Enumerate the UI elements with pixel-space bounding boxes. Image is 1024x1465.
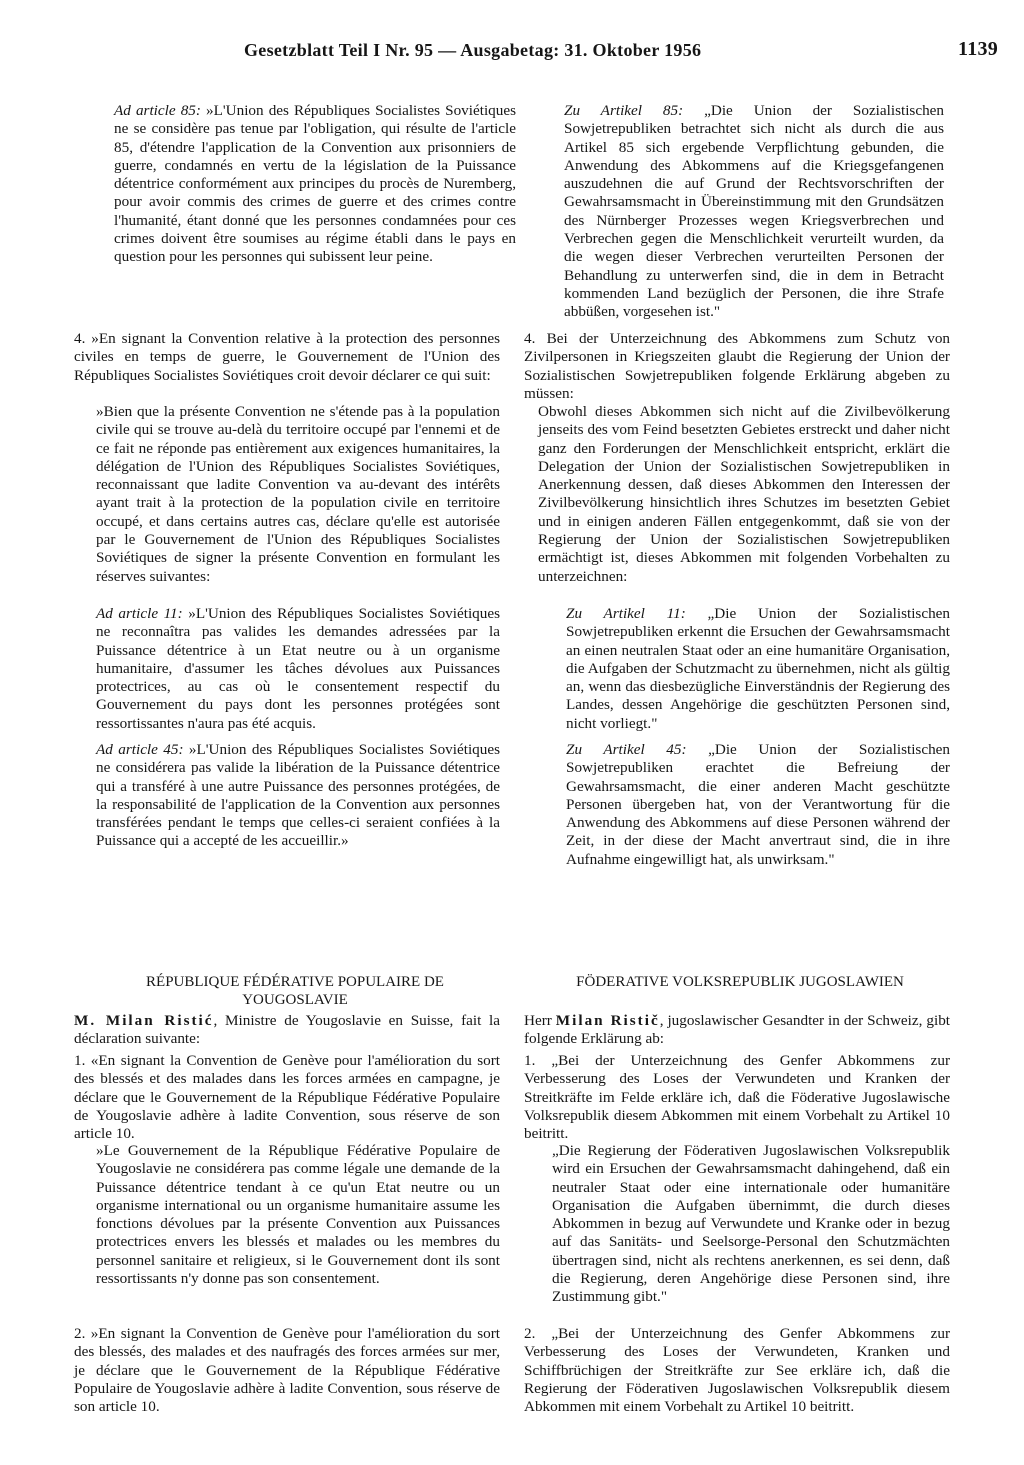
left-yugo-p1 bbox=[74, 1052, 500, 1143]
right-yugo-p1-quote bbox=[552, 1142, 950, 1307]
left-yugo-p2-text: 2. »En signant la Convention de Genève pour l'amélioration du sort des blessés, des malades et des naufragés des forces armées sur mer, je déclare que le Gouvernement de la République Fédérative Populaire de Yougoslavie adhère à ladite Convention, sous réserve de son article 10. bbox=[74, 1325, 500, 1416]
right-art45-text: „Die Union der Sozialistischen Sowjetrepubliken erachtet die Befreiung der Gewahrsamsmacht, die einer anderen Macht geschützte Personen übergeben hat, von der Verantwortung für die Anwendung des Abkommens auf diese Personen während der Zeit, in der diese der Macht anvertraut sind, die in ihre Aufnahme eingewilligt hat, als unwirksam." bbox=[566, 741, 951, 868]
left-art45-label: Ad article 45: bbox=[96, 741, 184, 758]
left-yugo-p1-quote bbox=[96, 1142, 500, 1288]
right-art11 bbox=[538, 605, 950, 733]
right-yugo-heading bbox=[540, 973, 940, 991]
left-p4-quote bbox=[96, 403, 500, 586]
right-art85-label: Zu Artikel 85: bbox=[564, 102, 684, 119]
left-p4-intro-text: 4. »En signant la Convention relative à la protection des personnes civiles en temps de guerre, le Gouvernement de l'Union des Républiques Socialistes Soviétiques croit devoir déclarer ce qui suit: bbox=[74, 330, 500, 384]
left-yugo-intro-text: , Ministre de Yougoslavie en Suisse, fait la déclaration suivante: bbox=[74, 1012, 501, 1048]
right-yugo-intro bbox=[524, 1012, 950, 1049]
right-art11-label: Zu Artikel 11: bbox=[566, 605, 686, 622]
right-yugo-p1-quote-text: „Die Regierung der Föderativen Jugoslawischen Volksrepublik wird ein Ersuchen der Gewahrsamsmacht dahingehend, daß ein neutraler Staat oder eine internationale oder humanitäre Organisation die Aufgaben übernimmt, die durch dieses Abkommen in bezug auf Verwundete und Kranke oder in bezug auf das Sanitäts- und Seelsorge-Personal den Schutzmächten übertragen sind, nicht als rechtens anerkennen, es sei denn, daß die Regierung, deren Angehörige diese Personen sind, ihre Zustimmung gibt." bbox=[552, 1142, 950, 1306]
right-art85-text: „Die Union der Sozialistischen Sowjetrepubliken betrachtet sich nicht als durch die aus Artikel 85 sich ergebende Verpflichtung gebunden, die Anwendung des Abkommens auf die Kriegsgefangenen auszudehnen die auf Grund der Rechtsvorschriften der Gewahrsamsmacht in Übereinstimmung mit den Grundsätzen des Nürnberger Prozesses wegen Kriegsverbrechen und Verbrechen gegen die Menschlichkeit verurteilt wurden, da die wegen dieser Verbrechen verurteilten Personen der Behandlung zu unterwerfen sind, die in dem in Betracht kommenden Land bezüglich der Personen, die ihre Strafe abbüßen, vorgesehen ist." bbox=[564, 102, 945, 321]
left-art11-text: »L'Union des Républiques Socialistes Soviétiques ne reconnaîtra pas valides les demandes adressées par la Puissance détentrice à un Etat neutre ou à un organisme humanitaire, d'assumer les tâches dévolues aux Puissances protectrices, au cas où le consentement respectif du Gouvernement du pays dont les personnes protégées sont ressortissantes n'aura pas été acquis. bbox=[96, 605, 501, 732]
left-art11 bbox=[96, 605, 500, 733]
left-p4-intro bbox=[74, 330, 500, 385]
left-yugo-heading bbox=[100, 973, 490, 1009]
right-yugo-p2-text: 2. „Bei der Unterzeichnung des Genfer Abkommens zur Verbesserung des Loses der Verwundeten, Kranken und Schiffbrüchigen der Streitkräfte zur See erkläre ich, daß die Regierung der Föderativen Jugoslawischen Volksrepublik diesem Abkommen mit einem Vorbehalt zu Artikel 10 beitritt. bbox=[524, 1325, 950, 1416]
right-yugo-intro-text: , jugoslawischer Gesandter in der Schweiz, gibt folgende Erklärung ab: bbox=[524, 1012, 951, 1048]
right-p4-quote-text: Obwohl dieses Abkommen sich nicht auf die Zivilbevölkerung jenseits des vom Feind besetzten Gebietes erstreckt und daher nicht ganz den Forderungen der Menschlichkeit entspricht, erklärt die Delegation der Union der Sozialistischen Sowjetrepubliken in Anerkennung dessen, daß dieses Abkommen den Interessen der Zivilbevölkerung hinsichtlich ihres Schutzes im besetzten Gebiet und in einigen anderen Fällen entgegenkommt, daß sie von der Regierung der Union der Sozialistischen Sowjetrepubliken ermächtigt ist, dieses Abkommen mit folgenden Vorbehalten zu unterzeichnen: bbox=[538, 403, 950, 585]
header-title: Gesetzblatt Teil I Nr. 95 — Ausgabetag: 31. Oktober 1956 bbox=[244, 40, 702, 60]
right-art11-text: „Die Union der Sozialistischen Sowjetrepubliken erkennt die Ersuchen der Gewahrsamsmacht an einen neutralen Staat oder an eine humanitäre Organisation, die Aufgaben der Schutzmacht zu übernehmen, nicht als gültig an, wenn das diesbezügliche Einverständnis der Regierung des Landes, dessen Angehörige die geschützten Personen sind, nicht vorliegt." bbox=[566, 605, 951, 732]
left-art85-text: »L'Union des Républiques Socialistes Soviétiques ne se considère pas tenue par l'obligation, qui résulte de l'article 85, d'étendre l'application de la Convention aux prisonniers de guerre, condamnés en vertu de la législation de la Puissance détentrice conformément aux principes du procès de Nuremberg, pour avoir commis des crimes de guerre et des crimes contre l'humanité, étant donné que les personnes condamnées pour ces crimes doivent être soumises au régime établi dans le pays en question pour les personnes qui subissent leur peine. bbox=[114, 102, 516, 266]
right-ussr-art85 bbox=[524, 102, 944, 322]
left-yugo-p1-quote-text: »Le Gouvernement de la République Fédérative Populaire de Yougoslavie ne considérera pas comme légale une demande de la Puissance détentrice tendant à ce qu'un Etat neutre ou un organisme international ou un organisme humanitaire assume les fonctions dévolues par la présente Convention aux Puissances protectrices envers les blessés et malades ou les membres du personnel sanitaire et religieux, si le Gouvernement dont ils sont ressortissants n'y donne pas son consentement. bbox=[96, 1142, 500, 1288]
right-art45-label: Zu Artikel 45: bbox=[566, 741, 687, 758]
left-yugo-name: M. Milan Ristić bbox=[74, 1012, 214, 1029]
left-art11-label: Ad article 11: bbox=[96, 605, 183, 622]
right-yugo-p1 bbox=[524, 1052, 950, 1143]
left-yugo-intro bbox=[74, 1012, 500, 1049]
right-p4-quote bbox=[538, 403, 950, 586]
right-p4-intro-text: 4. Bei der Unterzeichnung des Abkommens zum Schutz von Zivilpersonen in Kriegszeiten glaubt die Regierung der Union der Sozialistischen Sowjetrepubliken folgende Erklärung abgeben zu müssen: bbox=[524, 330, 950, 402]
page-header bbox=[0, 36, 1024, 66]
left-art45-text: »L'Union des Républiques Socialistes Soviétiques ne considérera pas valide la libération de la Puissance détentrice qui a transféré à une autre Puissance des personnes protégées, de la responsabilité de l'application de la Convention aux personnes transférées pendant le temps que celles-ci seraient confiées à la Puissance qui a accepté de les accueillir.» bbox=[96, 741, 501, 850]
left-art45 bbox=[96, 741, 500, 851]
left-art85-label: Ad article 85: bbox=[114, 102, 201, 119]
left-p4-quote-text: »Bien que la présente Convention ne s'étende pas à la population civile qui se trouve au-delà du territoire occupé par l'ennemi et de ce fait ne réponde pas entièrement aux exigences humanitaires, la délégation de l'Union des Républiques Socialistes Soviétiques, reconnaissant que ladite Convention va au-devant des intérêts ayant trait à la protection de la population civile en territoire occupé, et dans certains autres cas, déclare qu'elle est autorisée par le Gouvernement de l'Union des Républiques Socialistes Soviétiques de signer la présente Convention en formulant les réserves suivantes: bbox=[96, 403, 500, 585]
left-yugo-p1-text: 1. «En signant la Convention de Genève pour l'amélioration du sort des blessés et des malades dans les forces armées en campagne, je déclare que le Gouvernement de la République Fédérative Populaire de Yougoslavie adhère à ladite Convention, sous réserve de son article 10. bbox=[74, 1052, 500, 1143]
right-yugo-name: Milan Ristič bbox=[555, 1012, 660, 1029]
right-yugo-prefix: Herr bbox=[524, 1012, 556, 1029]
right-yugo-p1-text: 1. „Bei der Unterzeichnung des Genfer Abkommens zur Verbesserung des Loses der Verwundeten und Kranken der Streitkräfte im Felde erkläre ich, daß die Föderative Jugoslawische Volksrepublik diesem Abkommen mit einem Vorbehalt zu Artikel 10 beitritt. bbox=[524, 1052, 950, 1143]
page-number: 1139 bbox=[958, 38, 999, 60]
left-ussr-art85 bbox=[74, 102, 516, 267]
right-p4-intro bbox=[524, 330, 950, 403]
left-yugo-p2 bbox=[74, 1325, 500, 1416]
right-art45 bbox=[538, 741, 950, 869]
right-yugo-p2 bbox=[524, 1325, 950, 1416]
left-yugo-heading-text: RÉPUBLIQUE FÉDÉRATIVE POPULAIRE DE YOUGOSLAVIE bbox=[146, 974, 444, 1008]
right-yugo-heading-text: FÖDERATIVE VOLKSREPUBLIK JUGOSLAWIEN bbox=[576, 974, 904, 990]
